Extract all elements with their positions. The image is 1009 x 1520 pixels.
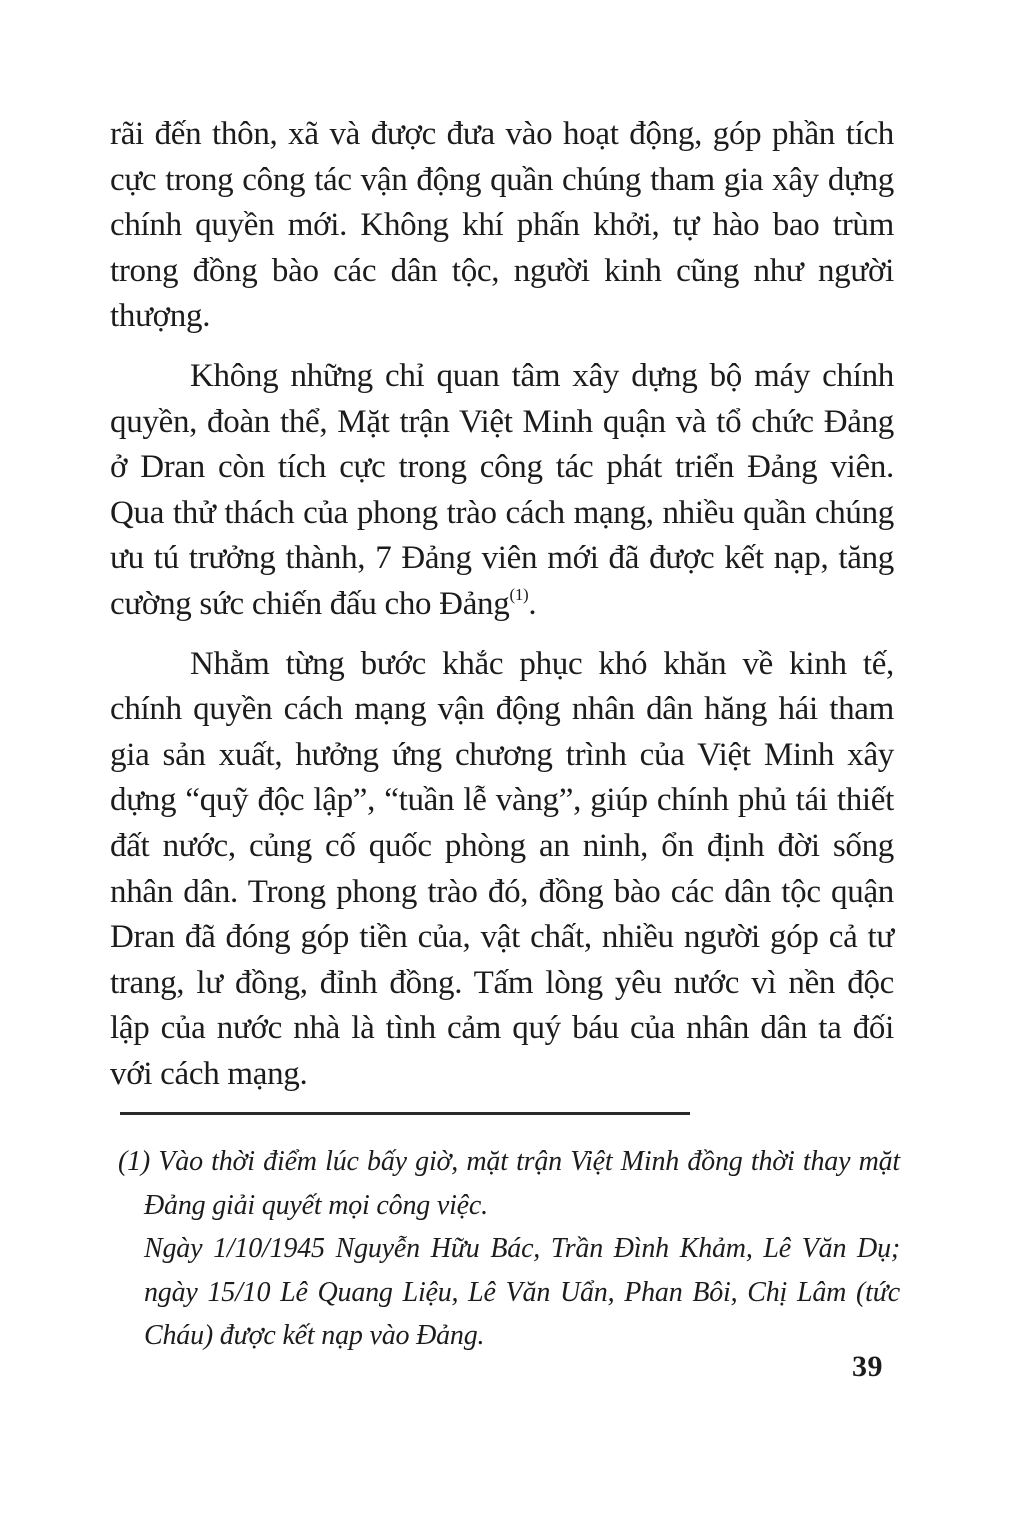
page-number: 39 <box>852 1350 883 1383</box>
footnote-text-2: Ngày 1/10/1945 Nguyễn Hữu Bác, Trần Đình Khảm, Lê Văn Dụ; ngày 15/10 Lê Quang Liệu, Lê Văn Uẩn, Phan Bôi, Chị Lâm (tức Cháu) được kết nạp vào Đảng. <box>144 1233 900 1351</box>
footnote-marker: (1) <box>118 1146 151 1177</box>
footnote-line-2 <box>118 1227 900 1358</box>
main-text <box>110 112 894 1097</box>
footnote-reference: (1) <box>509 584 529 604</box>
paragraph-2-end: . <box>528 585 537 622</box>
paragraph-1-text: rãi đến thôn, xã và được đưa vào hoạt động, góp phần tích cực trong công tác vận động quần chúng tham gia xây dựng chính quyền mới. Không khí phấn khởi, tự hào bao trùm trong đồng bào các dân tộc, người kinh cũng như người thượng. <box>110 116 894 335</box>
paragraph-2 <box>110 354 894 628</box>
paragraph-3 <box>110 642 894 1098</box>
footnote-line-1 <box>118 1140 900 1227</box>
paragraph-3-text: Nhằm từng bước khắc phục khó khăn về kinh tế, chính quyền cách mạng vận động nhân dân hăng hái tham gia sản xuất, hưởng ứng chương trình của Việt Minh xây dựng “quỹ độc lập”, “tuần lễ vàng”, giúp chính phủ tái thiết đất nước, củng cố quốc phòng an ninh, ổn định đời sống nhân dân. Trong phong trào đó, đồng bào các dân tộc quận Dran đã đóng góp tiền của, vật chất, nhiều người góp cả tư trang, lư đồng, đỉnh đồng. Tấm lòng yêu nước vì nền độc lập của nước nhà là tình cảm quý báu của nhân dân ta đối với cách mạng. <box>110 645 894 1092</box>
footnote-divider <box>120 1112 690 1115</box>
paragraph-2-text: Không những chỉ quan tâm xây dựng bộ máy chính quyền, đoàn thể, Mặt trận Việt Minh quận và tổ chức Đảng ở Dran còn tích cực trong công tác phát triển Đảng viên. Qua thử thách của phong trào cách mạng, nhiều quần chúng ưu tú trưởng thành, 7 Đảng viên mới đã được kết nạp, tăng cường sức chiến đấu cho Đảng <box>110 357 894 622</box>
footnote <box>118 1140 900 1358</box>
footnote-text-1: Vào thời điểm lúc bấy giờ, mặt trận Việt Minh đồng thời thay mặt Đảng giải quyết mọi công việc. <box>144 1146 900 1221</box>
paragraph-1 <box>110 112 894 340</box>
